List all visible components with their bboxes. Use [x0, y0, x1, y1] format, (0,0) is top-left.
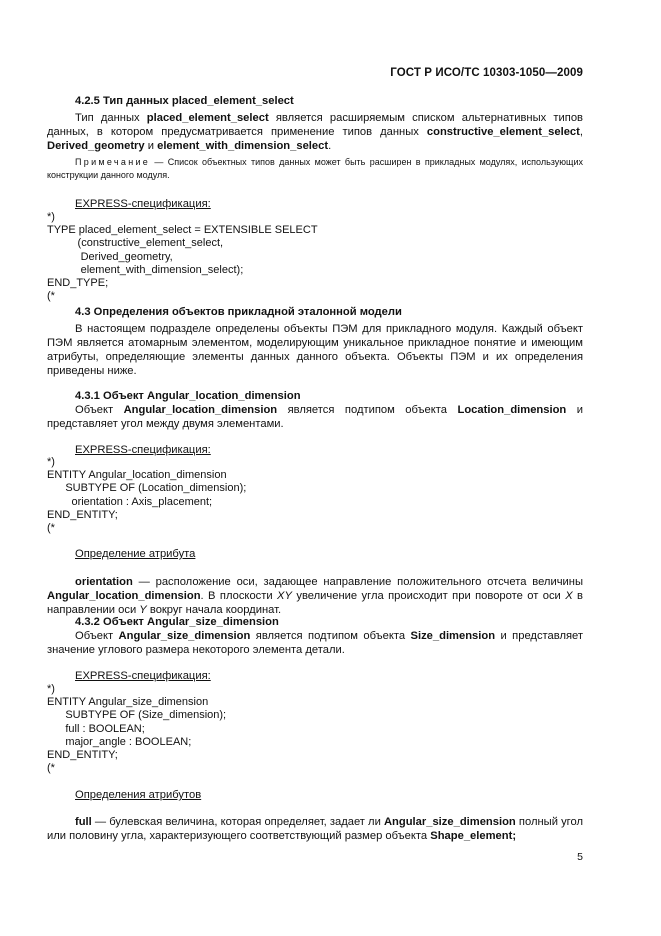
text-run: Тип данных: [75, 112, 147, 124]
term-location-dimension: Location_dimension: [457, 404, 567, 416]
term-angular-size-dimension: Angular_size_dimension: [118, 630, 251, 642]
attributes-definition-label: Определения атрибутов: [75, 789, 202, 801]
page-number: 5: [577, 851, 583, 863]
section-heading-4-3-2: 4.3.2 Объект Angular_size_dimension: [75, 616, 279, 628]
text-run: .: [328, 140, 332, 152]
axis-y: Y: [139, 604, 147, 616]
section-heading-4-3-1: 4.3.1 Объект Angular_location_dimension: [75, 390, 301, 402]
term-element-with-dimension-select: element_with_dimension_select: [157, 140, 329, 152]
text-run: и представляет значение углового размера некоторого элемента детали.: [47, 630, 584, 656]
text-run: в направлении оси: [47, 590, 583, 616]
text-run: . В плоскости: [200, 590, 278, 602]
text-run: увеличение угла происходит при повороте от оси: [291, 590, 566, 602]
term-placed-element-select: placed_element_select: [146, 112, 269, 124]
text-run: вокруг начала координат.: [146, 604, 282, 616]
term-shape-element: Shape_element;: [430, 830, 517, 842]
document-header: ГОСТ Р ИСО/ТС 10303-1050—2009: [390, 67, 583, 79]
term-angular-location-dimension: Angular_location_dimension: [123, 404, 278, 416]
section-heading-4-2-5: 4.2.5 Тип данных placed_element_select: [75, 95, 294, 107]
text-run: и: [144, 140, 158, 152]
axis-xy: XY: [277, 590, 292, 602]
text-run: ,: [579, 126, 583, 138]
term-full: full: [75, 816, 92, 828]
section-heading-4-3: 4.3 Определения объектов прикладной эталонной модели: [75, 306, 402, 318]
express-spec-label-2: EXPRESS-спецификация:: [75, 444, 211, 456]
express-spec-label-3: EXPRESS-спецификация:: [75, 670, 211, 682]
term-orientation: orientation: [75, 576, 133, 588]
paragraph-arm-objects: В настоящем подразделе определены объекты ПЭМ для прикладного модуля. Каждый объект ПЭМ является атомарным элементом, моделирующим уникальное прикладное понятие и имеющим атрибуты, определяющие элементы данных данного объекта. Объекты ПЭМ и их определения приведены ниже.: [47, 323, 583, 377]
note-label: Примечание: [75, 157, 151, 167]
attribute-definition-label: Определение атрибута: [75, 548, 196, 560]
text-run: — расположение оси, задающее направление положительного отсчета величины: [132, 576, 583, 588]
express-code-placed-element-select: *) TYPE placed_element_select = EXTENSIBLE SELECT (constructive_element_select, Derived_geometry, element_with_dimension_select); END_TYPE; (*: [47, 211, 318, 303]
paragraph-placed-element-select: [47, 111, 583, 153]
term-derived-geometry: Derived_geometry: [47, 140, 145, 152]
paragraph-angular-size-dimension: [47, 629, 583, 657]
paragraph-angular-location-dimension: [47, 403, 583, 431]
axis-x: X: [565, 590, 573, 602]
text-run: Объект: [75, 630, 119, 642]
express-spec-label-1: EXPRESS-спецификация:: [75, 198, 211, 210]
note-paragraph: [47, 156, 583, 182]
text-run: является подтипом объекта: [277, 404, 458, 416]
term-constructive-element-select: constructive_element_select: [426, 126, 580, 138]
note-text: — Список объектных типов данных может быть расширен в прикладных модулях, использующих конструкции данного модуля.: [47, 157, 583, 180]
text-run: является расширяемым списком альтернативных типов данных, в котором предусматривается применение типов данных: [47, 112, 583, 138]
term-angular-size-dimension: Angular_size_dimension: [383, 816, 516, 828]
term-angular-location-dimension: Angular_location_dimension: [47, 590, 201, 602]
text-run: и представляет угол между двумя элементами.: [47, 404, 583, 430]
text-run: Объект: [75, 404, 124, 416]
express-code-angular-location-dimension: *) ENTITY Angular_location_dimension SUBTYPE OF (Location_dimension); orientation : Axis_placement; END_ENTITY; (*: [47, 456, 247, 535]
text-run: — булевская величина, которая определяет, задает ли: [91, 816, 384, 828]
term-size-dimension: Size_dimension: [410, 630, 496, 642]
paragraph-orientation-attribute: [47, 575, 583, 617]
text-run: является подтипом объекта: [250, 630, 411, 642]
text-run: полный угол или половину угла, характеризующего соответствующий размер объекта: [47, 816, 583, 842]
paragraph-full-attribute: [47, 815, 583, 843]
express-code-angular-size-dimension: *) ENTITY Angular_size_dimension SUBTYPE OF (Size_dimension); full : BOOLEAN; major_angle : BOOLEAN; END_ENTITY; (*: [47, 683, 227, 775]
